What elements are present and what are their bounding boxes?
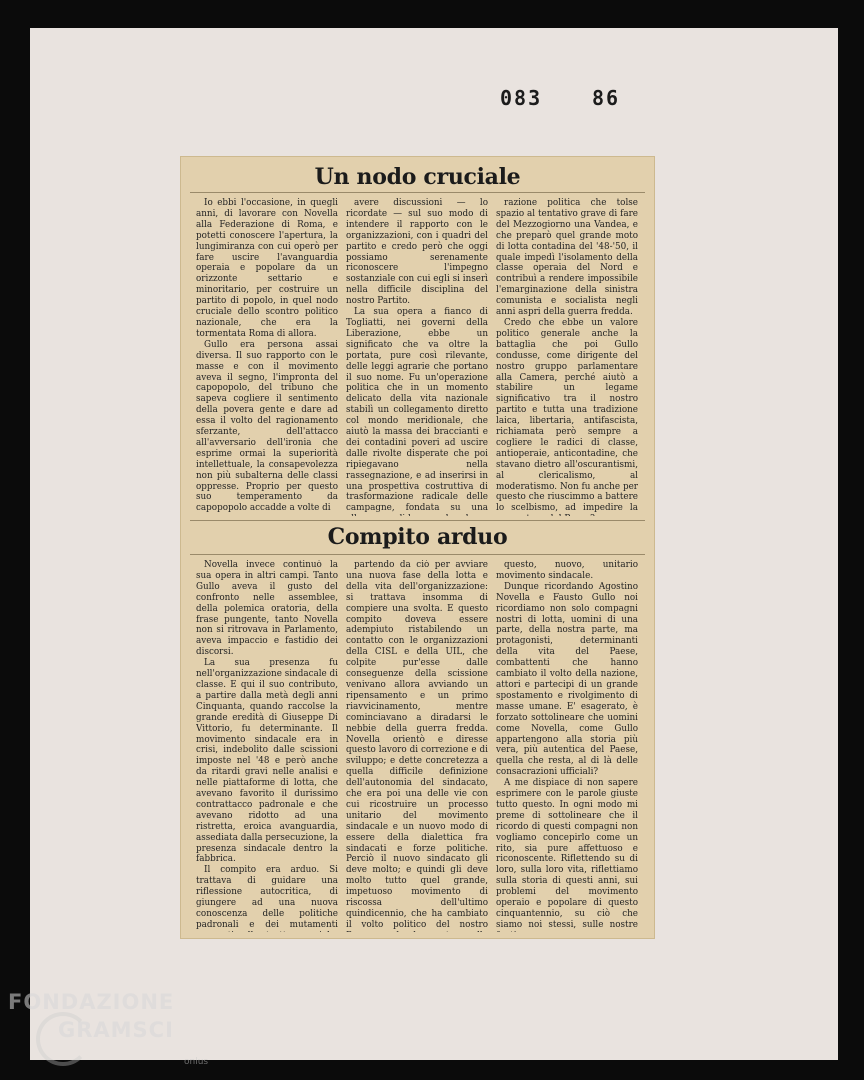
paragraph: Novella invece continuò la sua opera in altri campi. Tanto Gullo aveva il gusto del confronto nelle assemblee, della polemica oratoria, della frase pungente, tanto Novella non si ritrovava in Parlamento, aveva impaccio e fastidio dei discorsi. <box>196 560 338 658</box>
article1-column-3 <box>496 198 638 516</box>
article2-column-1 <box>196 560 338 932</box>
paragraph: La sua presenza fu nell'organizzazione sindacale di classe. E qui il suo contributo, a partire dalla metà degli anni Cinquanta, quando raccolse la grande eredità di Giuseppe Di Vittorio, fu determinante. Il movimento sindacale era in crisi, indebolito dalle scissioni imposte nel '48 e però anche da ritardi gravi nelle analisi e nelle piattaforme di lotta, che avevano favorito il durissimo contrattacco padronale e che avevano ridotto ad una ristretta, eroica avanguardia, assediata dalla persecuzione, la presenza sindacale dentro la fabbrica. <box>196 658 338 865</box>
watermark-suffix: onlus <box>184 1057 209 1067</box>
paragraph: razione politica che tolse spazio al tentativo grave di fare del Mezzogiorno una Vandea, e che preparò quel grande moto di lotta contadina del '48-'50, il quale impedì l'isolamento della classe operaia del Nord e contribuì a rendere impossibile l'emarginazione della sinistra comunista e socialista negli anni aspri della guerra fredda. <box>496 198 638 318</box>
paragraph: Gullo era persona assai diversa. Il suo rapporto con le masse e con il movimento aveva il segno, l'impronta del capopopolo, del tribuno che sapeva cogliere il sentimento della povera gente e dare ad essa il volto del ragionamento sferzante, dell'attacco all'avversario dell'ironia che esprime ormai la superiorità intellettuale, la consapevolezza non più subalterna delle classi oppresse. Proprio per questo suo temperamento da capopopolo accadde a volte di <box>196 339 338 514</box>
watermark-line-2: GRAMSCI <box>58 1018 174 1042</box>
paragraph: A me dispiace di non sapere esprimere con le parole giuste tutto questo. In ogni modo mi preme di sottolineare che il ricordo di questi compagni non vogliamo concepirlo come un rito, sia pure affettuoso e riconoscente. Riflettendo su di loro, sulla loro vita, riflettiamo sulla storia di questi anni, sui problemi del movimento operaio e popolare di questo cinquantennio, su ciò che siamo noi stessi, sulle nostre <box>496 778 638 930</box>
paragraph: La sua opera a fianco di Togliatti, nei governi della Liberazione, ebbe un significato che va oltre la portata, pure così rilevante, delle leggi agrarie che portano il suo nome. Fu un'operazione politica che in un momento delicato della vita nazionale stabilì un collegamento diretto col mondo meridionale, che aiutò la massa dei braccianti e dei contadini poveri ad uscire dalle rivolte disperate che poi ripiegavano nella rassegnazione, e ad inserirsi in una prospettiva costruttiva di trasformazione radicale delle campagne, fondata su una <box>346 307 488 514</box>
paragraph: partendo da ciò per avviare una nuova fase della lotta e della vita dell'organizzazione: si trattava insomma di compiere una svolta. E questo compito doveva essere adempiuto ristabilendo un contatto con le organizzazioni della CISL e della UIL, che colpite pur'esse dalle conseguenze della scissione venivano allora avviando un ripensamento e un primo riavvicinamento, mentre cominciavano a diradarsi le nebbie della guerra fredda. Novella orientò e diresse questo lavoro di correzione e di sviluppo; e dette concretezza a quella difficile definizione dell'autonomia del sindacato, che era poi una delle vie con cui ricostruire un processo unitario del movimento sindacale e un nuovo modo di essere della dialettica fra sindacati e forze politiche. Perciò il nuovo sindacato gli deve molto; e quindi gli deve molto tutto quel grande, impetuoso movimento di riscossa dell'ultimo quindicennio, che ha cambiato il volto politico del nostro <box>346 560 488 930</box>
paragraph: Io ebbi l'occasione, in quegli anni, di lavorare con Novella alla Federazione di Roma, e potetti conoscere l'apertura, la lungimiranza con cui operò per fare uscire l'avanguardia operaia e popolare da un orizzonte settario e minoritario, per costruire un partito di popolo, in quel nodo cruciale dello scontro politico nazionale, che era la tormentata Roma di allora. <box>196 198 338 339</box>
paragraph: Credo che ebbe un valore politico generale anche la battaglia che poi Gullo condusse, come dirigente del nostro gruppo parlamentare alla Camera, perché aiutò a stabilire un legame significativo tra il nostro partito e tutta una tradizione laica, libertaria, antifascista, richiamata però sempre a cogliere le radici di classe, antioperaie, anticontadine, che stavano dietro all'oscurantismi, al clericalismo, al moderatismo. Non fu anche per questo che riuscimmo a battere lo scelbismo, ad impedire la <box>496 317 638 514</box>
article-title-1: Un nodo cruciale <box>314 164 521 190</box>
paragraph: questo, nuovo, unitario movimento sindacale. <box>496 560 638 581</box>
archive-number-2: 86 <box>592 86 621 110</box>
divider <box>190 554 645 555</box>
article2-column-3 <box>496 560 638 932</box>
archive-number-1: 083 <box>500 86 543 110</box>
article1-column-1 <box>196 198 338 516</box>
newspaper-clipping <box>180 156 655 939</box>
paragraph: Dunque ricordando Agostino Novella e Fausto Gullo noi ricordiamo non solo compagni nostri di lotta, uomini di una parte, della nostra parte, ma protagonisti, determinanti della vita del Paese, combattenti che hanno cambiato il volto della nazione, attori e partecipi di un grande spostamento e rivolgimento di masse umane. E' esagerato, è forzato sottolineare che uomini come Novella, come Gullo appartengono alla storia più vera, più autentica del Paese, quella che resta, al di là delle consacrazioni ufficiali? <box>496 581 638 778</box>
paragraph: Il compito era arduo. Si trattava di guidare una riflessione autocritica, di giungere ad una nuova conoscenza delle politiche padronali e dei mutamenti <box>196 865 338 930</box>
divider <box>190 192 645 193</box>
divider <box>190 520 645 521</box>
watermark-logo <box>8 988 209 1067</box>
article1-column-2 <box>346 198 488 516</box>
watermark-line-1: FONDAZIONE <box>8 990 175 1014</box>
article-title-2: Compito arduo <box>327 524 508 550</box>
paragraph: avere discussioni — lo ricordate — sul suo modo di intendere il rapporto con le organizzazioni, con i quadri del partito e credo però che oggi possiamo serenamente riconoscere l'impegno sostanziale con cui egli si inserì nella difficile disciplina del nostro Partito. <box>346 198 488 307</box>
article2-column-2 <box>346 560 488 932</box>
